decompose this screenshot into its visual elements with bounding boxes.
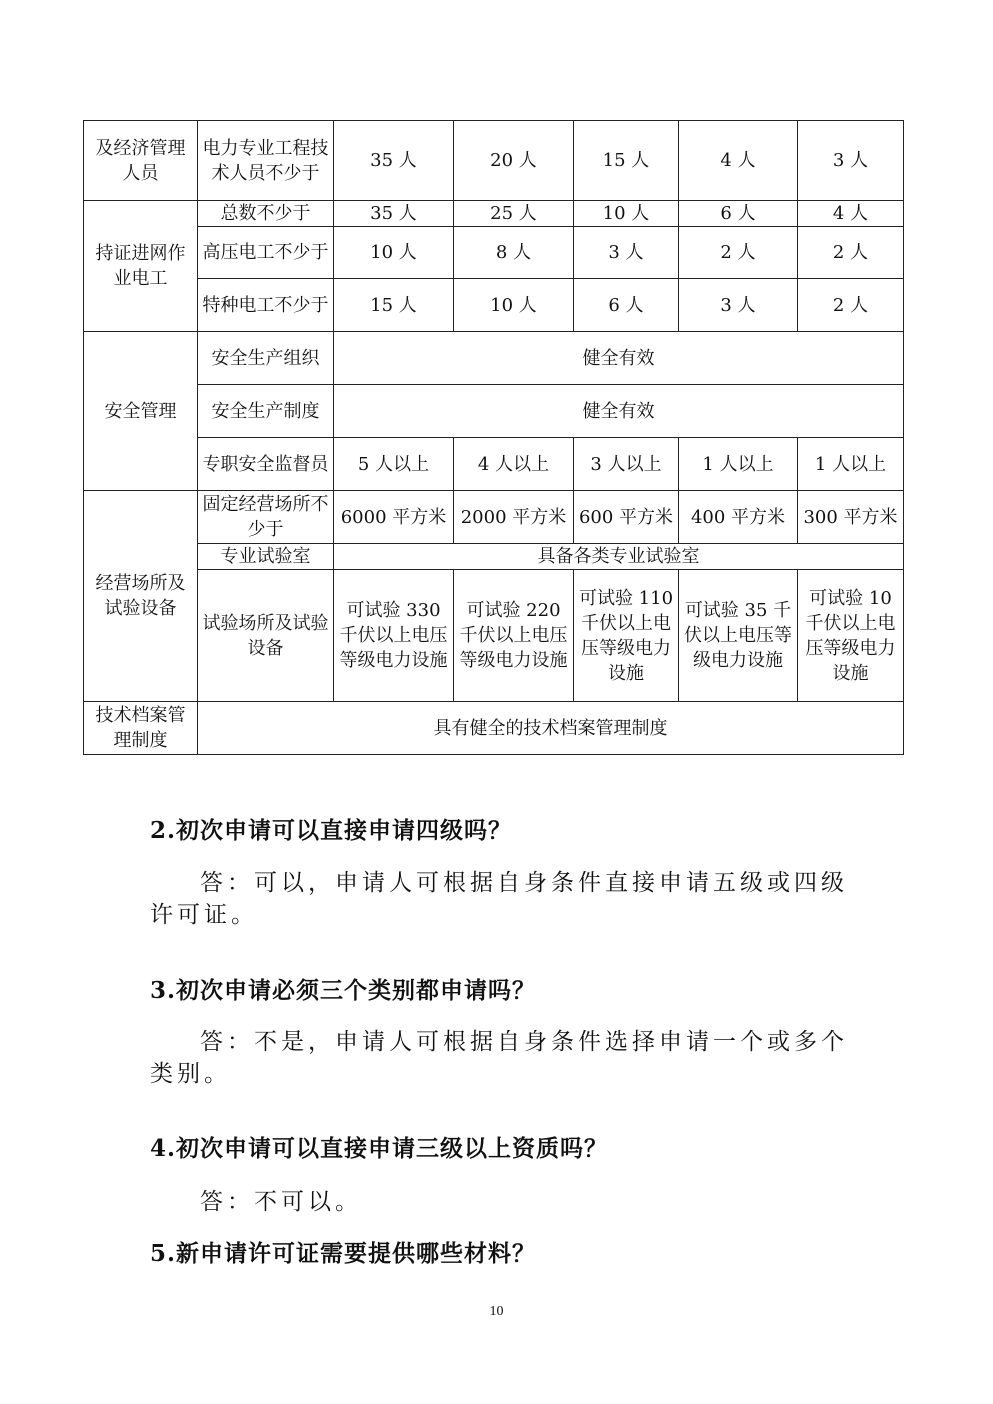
table-cell: 6000 平方米: [334, 491, 454, 544]
item-label: 试验场所及试验设备: [198, 570, 334, 702]
item-label: 安全生产制度: [198, 385, 334, 438]
table-cell: 6 人: [574, 279, 679, 332]
table-cell: 可试验 330 千伏以上电压等级电力设施: [334, 570, 454, 702]
table-cell: 可试验 110 千伏以上电压等级电力设施: [574, 570, 679, 702]
group-label: 持证进网作业电工: [84, 201, 198, 332]
table-cell: 15 人: [334, 279, 454, 332]
table-cell: 400 平方米: [679, 491, 798, 544]
answer-2: 答：可以，申请人可根据自身条件直接申请五级或四级许可证。: [150, 870, 848, 928]
table-cell: 300 平方米: [798, 491, 904, 544]
table-cell: 5 人以上: [334, 438, 454, 491]
item-label: 专业试验室: [198, 544, 334, 570]
table-row: [84, 570, 904, 702]
merged-cell: 健全有效: [334, 332, 904, 385]
qualification-requirements-table: [83, 120, 904, 755]
table-cell: 20 人: [454, 121, 574, 201]
table-row: [84, 491, 904, 544]
table-row: [84, 438, 904, 491]
table-cell: 3 人以上: [574, 438, 679, 491]
table-cell: 25 人: [454, 201, 574, 227]
table-cell: 35 人: [334, 121, 454, 201]
merged-cell: 健全有效: [334, 385, 904, 438]
table-cell: 2 人: [798, 279, 904, 332]
item-label: 专职安全监督员: [198, 438, 334, 491]
table-cell: 可试验 220 千伏以上电压等级电力设施: [454, 570, 574, 702]
table-cell: 3 人: [679, 279, 798, 332]
table-cell: 600 平方米: [574, 491, 679, 544]
answer-4: 答：不可以。: [200, 1189, 362, 1215]
table-row: [84, 544, 904, 570]
table-cell: 4 人: [679, 121, 798, 201]
page-number: 10: [489, 1304, 504, 1319]
group-label: 及经济管理人员: [84, 121, 198, 201]
answer-3: 答：不是，申请人可根据自身条件选择申请一个或多个类别。: [150, 1029, 848, 1087]
table-cell: 3 人: [574, 227, 679, 279]
table-row: [84, 121, 904, 201]
table-cell: 2 人: [679, 227, 798, 279]
table-cell: 4 人以上: [454, 438, 574, 491]
table-cell: 8 人: [454, 227, 574, 279]
question-2: 2.初次申请可以直接申请四级吗？: [150, 817, 513, 844]
table-cell: 4 人: [798, 201, 904, 227]
table-row: [84, 201, 904, 227]
table-cell: 35 人: [334, 201, 454, 227]
group-label: 经营场所及试验设备: [84, 491, 198, 702]
question-3: 3.初次申请必须三个类别都申请吗？: [150, 977, 537, 1004]
group-label: 技术档案管理制度: [84, 702, 198, 755]
merged-cell: 具有健全的技术档案管理制度: [198, 702, 904, 755]
table-cell: 可试验 10 千伏以上电压等级电力设施: [798, 570, 904, 702]
question-4: 4.初次申请可以直接申请三级以上资质吗？: [150, 1135, 609, 1162]
table-cell: 2 人: [798, 227, 904, 279]
item-label: 安全生产组织: [198, 332, 334, 385]
group-label: 安全管理: [84, 332, 198, 491]
question-5: 5.新申请许可证需要提供哪些材料？: [150, 1240, 537, 1267]
table-cell: 3 人: [798, 121, 904, 201]
table-cell: 15 人: [574, 121, 679, 201]
table-cell: 6 人: [679, 201, 798, 227]
item-label: 特种电工不少于: [198, 279, 334, 332]
table-row: [84, 332, 904, 385]
table-row: [84, 279, 904, 332]
item-label: 电力专业工程技术人员不少于: [198, 121, 334, 201]
table-cell: 10 人: [454, 279, 574, 332]
table-cell: 1 人以上: [679, 438, 798, 491]
table-row: [84, 385, 904, 438]
table-row: [84, 227, 904, 279]
item-label: 总数不少于: [198, 201, 334, 227]
table-cell: 10 人: [574, 201, 679, 227]
table-cell: 10 人: [334, 227, 454, 279]
table-cell: 1 人以上: [798, 438, 904, 491]
item-label: 固定经营场所不少于: [198, 491, 334, 544]
table-cell: 2000 平方米: [454, 491, 574, 544]
merged-cell: 具备各类专业试验室: [334, 544, 904, 570]
table-row: [84, 702, 904, 755]
table-cell: 可试验 35 千伏以上电压等级电力设施: [679, 570, 798, 702]
item-label: 高压电工不少于: [198, 227, 334, 279]
